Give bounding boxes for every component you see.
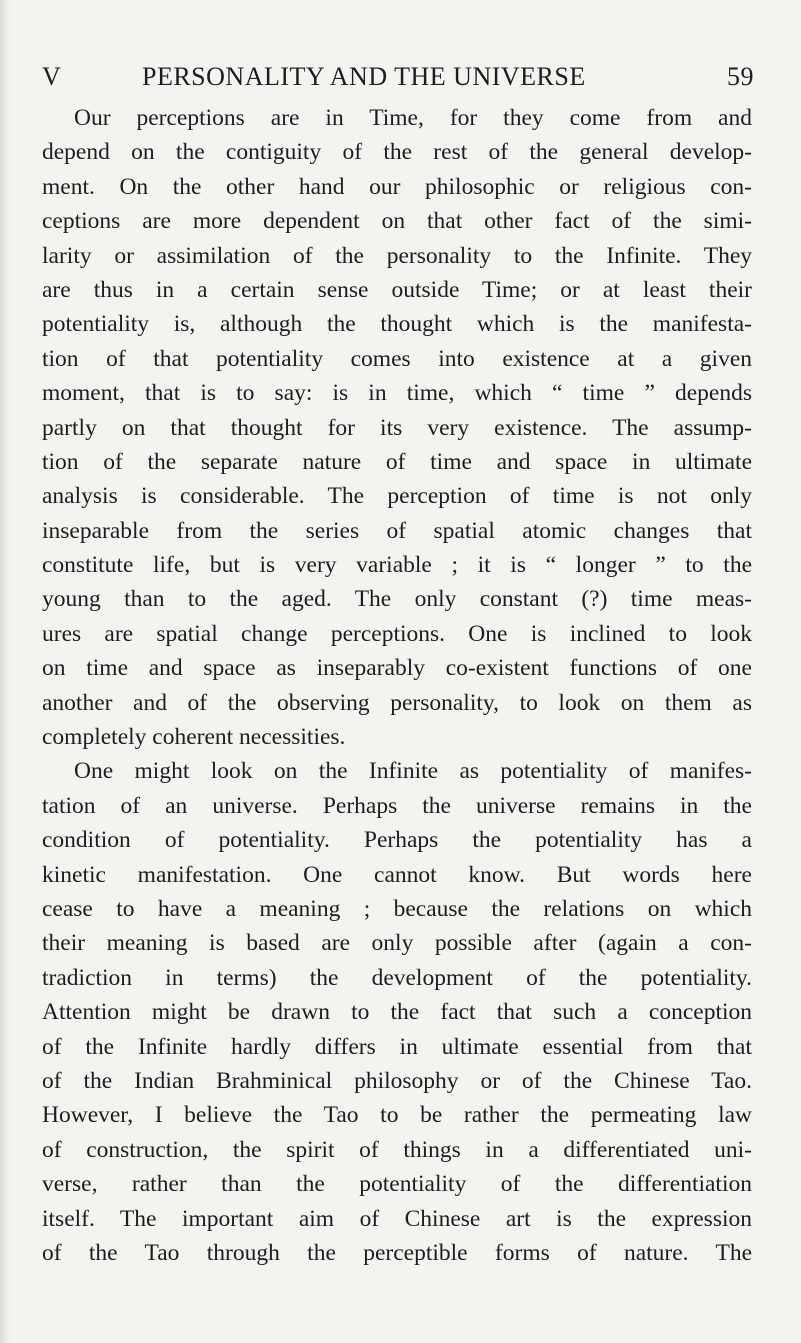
text-line: are thus in a certain sense outside Time; or at least their <box>42 276 752 303</box>
text-line: Our perceptions are in Time, for they come from and <box>74 105 752 131</box>
text-line: of construction, the spirit of things in a differentiated uni- <box>42 1136 752 1163</box>
text-line: verse, rather than the potentiality of the differentiation <box>42 1171 752 1198</box>
text-line: of the Indian Brahminical philosophy or of the Chinese Tao. <box>42 1067 752 1094</box>
text-line: of the Tao through the perceptible forms of nature. The <box>42 1239 752 1266</box>
text-line: completely coherent necessities. <box>42 724 346 751</box>
body-text <box>42 101 752 1270</box>
text-line: However, I believe the Tao to be rather the permeating law <box>42 1102 752 1129</box>
page-gutter-shadow <box>0 0 10 1343</box>
text-line: of the Infinite hardly differs in ultimate essential from that <box>42 1033 752 1060</box>
text-line: moment, that is to say: is in time, which “ time ” depends <box>42 380 752 407</box>
text-line: condition of potentiality. Perhaps the potentiality has a <box>42 827 752 854</box>
text-line: constitute life, but is very variable ; it is “ longer ” to the <box>42 552 752 579</box>
text-line: another and of the observing personality, to look on them as <box>42 689 752 716</box>
running-head-title: PERSONALITY AND THE UNIVERSE <box>142 62 586 91</box>
text-line: their meaning is based are only possible after (again a con- <box>42 930 752 957</box>
text-line: tion of that potentiality comes into existence at a given <box>42 345 752 372</box>
text-line: analysis is considerable. The perception of time is not only <box>42 483 752 510</box>
text-line: tion of the separate nature of time and space in ultimate <box>42 448 752 475</box>
text-line: young than to the aged. The only constant (?) time meas- <box>42 586 752 613</box>
text-line: itself. The important aim of Chinese art is the expression <box>42 1205 752 1232</box>
text-line: inseparable from the series of spatial atomic changes that <box>42 517 752 544</box>
text-line: tation of an universe. Perhaps the universe remains in the <box>42 792 752 819</box>
text-line: Attention might be drawn to the fact that such a conception <box>42 999 752 1026</box>
text-line: ment. On the other hand our philosophic or religious con- <box>42 173 752 200</box>
text-line: kinetic manifestation. One cannot know. But words here <box>42 861 752 888</box>
text-line: potentiality is, although the thought which is the manifesta- <box>42 311 752 338</box>
text-line: tradiction in terms) the development of the potentiality. <box>42 964 752 991</box>
text-line: partly on that thought for its very existence. The assump- <box>42 414 752 441</box>
page-number: 59 <box>727 62 754 91</box>
text-line: depend on the contiguity of the rest of the general develop- <box>42 139 752 166</box>
text-line: larity or assimilation of the personality to the Infinite. They <box>42 242 752 269</box>
running-head <box>42 62 754 94</box>
text-line: on time and space as inseparably co-existent functions of one <box>42 655 752 682</box>
chapter-number: V <box>42 62 62 91</box>
text-line: ceptions are more dependent on that other fact of the simi- <box>42 208 752 235</box>
text-line: ures are spatial change perceptions. One is inclined to look <box>42 620 752 647</box>
text-line: One might look on the Infinite as potentiality of manifes- <box>74 758 752 785</box>
text-line: cease to have a meaning ; because the relations on which <box>42 895 752 922</box>
